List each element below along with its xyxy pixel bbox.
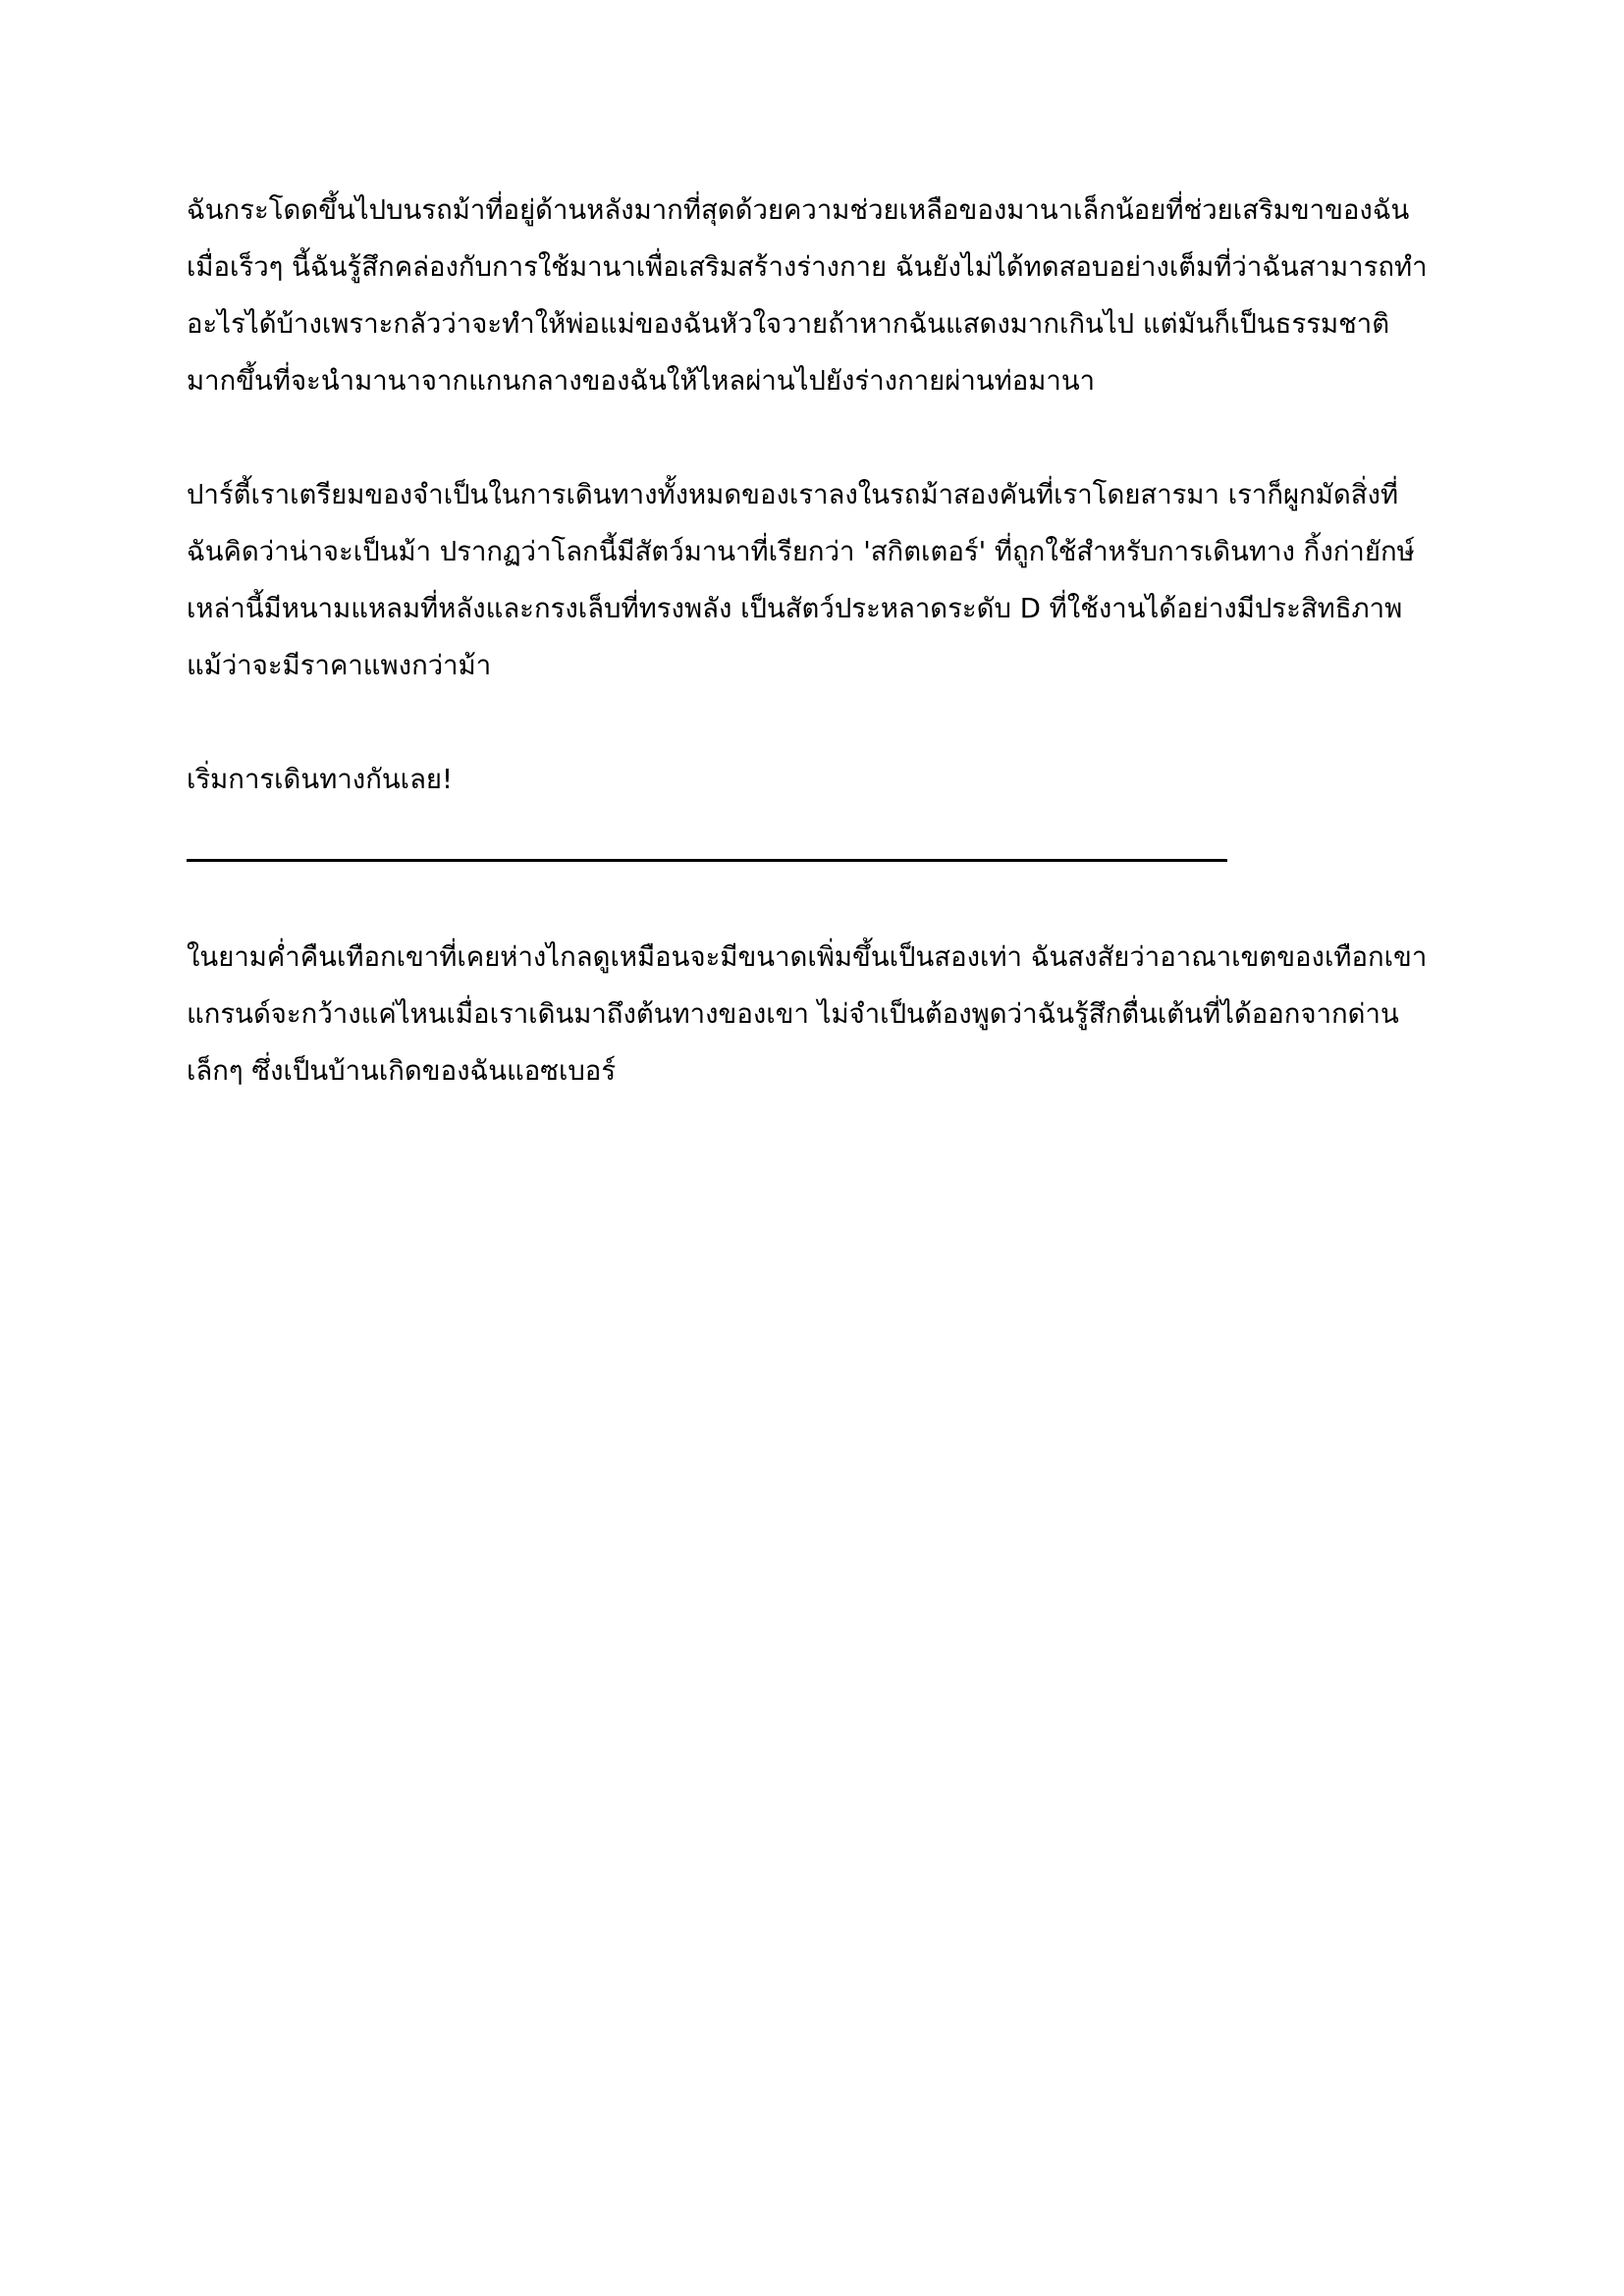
paragraph-spacer-2 [187, 694, 1432, 751]
paragraph-2: ปาร์ตี้เราเตรียมของจำเป็นในการเดินทางทั้งหมดของเราลงในรถม้าสองคันที่เราโดยสารมา เราก็ผูกมัดสิ่งที่ฉันคิดว่าน่าจะเป็นม้า ปรากฏว่าโลกนี้มีสัตว์มานาที่เรียกว่า 'สกิตเตอร์' ที่ถูกใช้สำหรับการเดินทาง กิ้งก่ายักษ์เหล่านี้มีหนามแหลมที่หลังและกรงเล็บที่ทรงพลัง เป็นสัตว์ประหลาดระดับ D ที่ใช้งานได้อย่างมีประสิทธิภาพแม้ว่าจะมีราคาแพงกว่าม้า [187, 479, 1415, 681]
paragraph-1: ฉันกระโดดขึ้นไปบนรถม้าที่อยู่ด้านหลังมากที่สุดด้วยความช่วยเหลือของมานาเล็กน้อยที่ช่วยเสริมขาของฉัน เมื่อเร็วๆ นี้ฉันรู้สึกคล่องกับการใช้มานาเพื่อเสริมสร้างร่างกาย ฉันยังไม่ได้ทดสอบอย่างเต็มที่ว่าฉันสามารถทำอะไรได้บ้างเพราะกลัวว่าจะทำให้พ่อแม่ของฉันหัวใจวายถ้าหากฉันแสดงมากเกินไป แต่มันก็เป็นธรรมชาติมากขึ้นที่จะนำมานาจากแกนกลางของฉันให้ไหลผ่านไปยังร่างกายผ่านท่อมานา [187, 194, 1428, 397]
section-divider [187, 808, 1432, 872]
paragraph-4: ในยามค่ำคืนเทือกเขาที่เคยห่างไกลดูเหมือนจะมีขนาดเพิ่มขึ้นเป็นสองเท่า ฉันสงสัยว่าอาณาเขตของเทือกเขาแกรนด์จะกว้างแค่ไหนเมื่อเราเดินมาถึงต้นทางของเขา ไม่จำเป็นต้องพูดว่าฉันรู้สึกตื่นเต้นที่ได้ออกจากด่านเล็กๆ ซึ่งเป็นบ้านเกิดของฉันแอซเบอร์ [187, 941, 1428, 1087]
paragraph-spacer-1 [187, 409, 1432, 466]
horizontal-rule [187, 859, 1227, 862]
document-body [187, 182, 1432, 1099]
paragraph-spacer-3 [187, 872, 1432, 929]
paragraph-3: เริ่มการเดินทางกันเลย! [187, 764, 454, 795]
